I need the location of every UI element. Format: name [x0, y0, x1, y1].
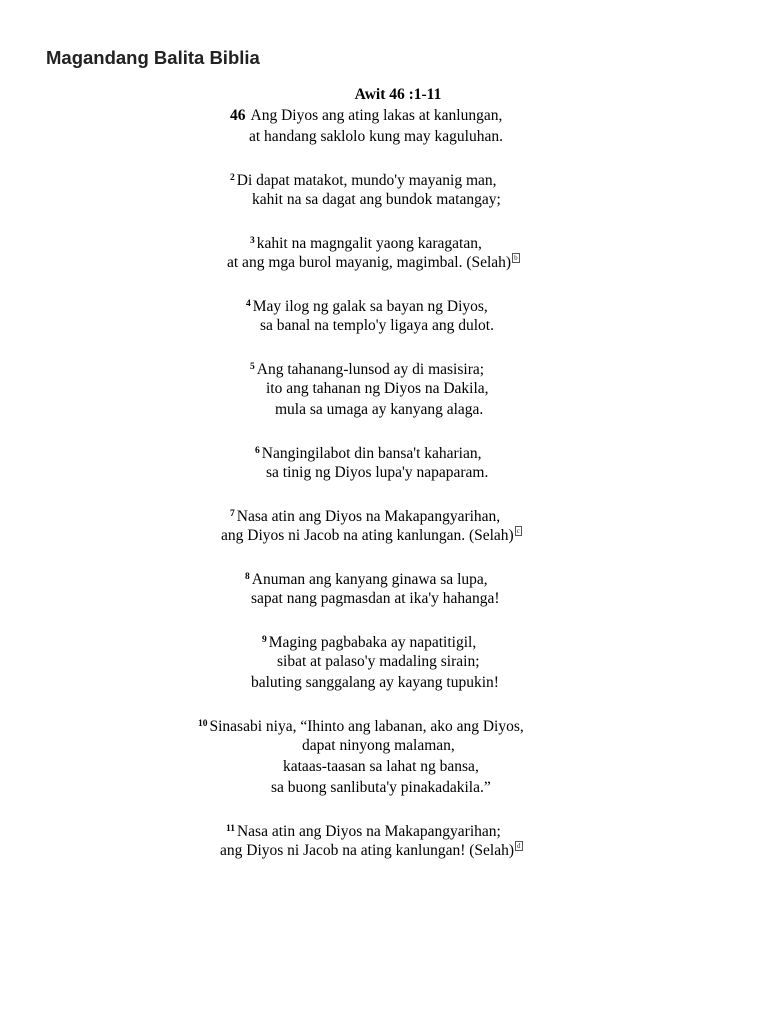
verse-line	[0, 399, 768, 420]
stanza	[0, 231, 768, 273]
verse-line	[0, 168, 768, 189]
verse-text: mula sa umaga ay kanyang alaga.	[275, 401, 484, 418]
stanza	[0, 441, 768, 483]
verse-line	[0, 252, 768, 273]
verse-line	[0, 378, 768, 399]
verse-text: kataas-taasan sa lahat ng bansa,	[283, 758, 479, 775]
verse-number: 3	[250, 236, 255, 246]
verse-number: 10	[198, 719, 208, 729]
verse-line	[0, 189, 768, 210]
stanza	[0, 105, 768, 147]
verse-line	[0, 651, 768, 672]
verse-line	[0, 777, 768, 798]
footnote-link[interactable]: d	[517, 842, 521, 850]
verse-text: May ilog ng galak sa bayan ng Diyos,	[252, 298, 488, 315]
stanza	[0, 714, 768, 798]
verse-text: sibat at palaso'y madaling sirain;	[277, 653, 480, 670]
verse-text: Maging pagbabaka ay napatitigil,	[268, 634, 477, 651]
verse-text: Anuman ang kanyang ginawa sa lupa,	[251, 571, 488, 588]
verse-text: at handang saklolo kung may kaguluhan.	[249, 128, 503, 145]
stanza	[0, 357, 768, 420]
verse-line	[0, 441, 768, 462]
verse-line	[0, 756, 768, 777]
verse-line	[0, 357, 768, 378]
verse-line	[0, 714, 768, 735]
verse-number: 5	[250, 362, 255, 372]
stanza	[0, 630, 768, 693]
site-title: Magandang Balita Biblia	[46, 47, 260, 68]
verse-text: Ang tahanang-lunsod ay di masisira;	[256, 361, 485, 378]
stanza	[0, 819, 768, 861]
verse-line	[0, 525, 768, 546]
verse-text: Ang Diyos ang ating lakas at kanlungan,	[250, 107, 503, 124]
verse-number: 7	[230, 509, 235, 519]
stanza	[0, 168, 768, 210]
verse-line	[0, 294, 768, 315]
verse-number: 9	[262, 635, 267, 645]
stanza	[0, 504, 768, 546]
verse-text: baluting sanggalang ay kayang tupukin!	[251, 674, 499, 691]
footnote-link[interactable]: c	[516, 527, 520, 535]
verse-line	[0, 126, 768, 147]
verse-line	[0, 735, 768, 756]
scripture-passage	[0, 84, 768, 882]
verse-text: ito ang tahanan ng Diyos na Dakila,	[266, 380, 489, 397]
verse-line	[0, 504, 768, 525]
verse-line	[0, 315, 768, 336]
verse-line	[0, 567, 768, 588]
verse-line	[0, 819, 768, 840]
verse-line	[0, 630, 768, 651]
stanza	[0, 567, 768, 609]
verse-number: 2	[230, 173, 235, 183]
verse-text: kahit na magngalit yaong karagatan,	[256, 235, 482, 252]
verse-text: dapat ninyong malaman,	[302, 737, 455, 754]
verse-text: Di dapat matakot, mundo'y mayanig man,	[236, 172, 497, 189]
verse-text: at ang mga burol mayanig, magimbal. (Selah)	[227, 254, 512, 271]
verse-text: ang Diyos ni Jacob na ating kanlungan. (Selah)	[221, 527, 514, 544]
verse-text: sa banal na templo'y ligaya ang dulot.	[260, 317, 494, 334]
verse-text: Nasa atin ang Diyos na Makapangyarihan,	[236, 508, 501, 525]
verse-number: 4	[246, 299, 251, 309]
verse-line	[0, 462, 768, 483]
verse-text: sa buong sanlibuta'y pinakadakila.”	[271, 779, 491, 796]
verse-text: Sinasabi niya, “Ihinto ang labanan, ako ang Diyos,	[209, 718, 524, 735]
verse-number: 11	[226, 824, 235, 834]
verse-text: Nangingilabot din bansa't kaharian,	[261, 445, 482, 462]
verse-text: kahit na sa dagat ang bundok matangay;	[252, 191, 501, 208]
verse-text: sapat nang pagmasdan at ika'y hahanga!	[251, 590, 500, 607]
verse-line	[0, 105, 768, 126]
verse-line	[0, 672, 768, 693]
verse-line	[0, 588, 768, 609]
verse-text: Nasa atin ang Diyos na Makapangyarihan;	[236, 823, 501, 840]
stanza-list	[0, 105, 768, 861]
passage-reference: Awit 46 :1-11	[354, 86, 442, 103]
verse-text: sa tinig ng Diyos lupa'y napaparam.	[266, 464, 489, 481]
footnote-link[interactable]: b	[514, 254, 518, 262]
stanza	[0, 294, 768, 336]
verse-text: ang Diyos ni Jacob na ating kanlungan! (Selah)	[220, 842, 514, 859]
verse-number: 46	[230, 107, 246, 124]
verse-number: 8	[245, 572, 250, 582]
verse-line	[0, 231, 768, 252]
verse-number: 6	[255, 446, 260, 456]
verse-line	[0, 840, 768, 861]
